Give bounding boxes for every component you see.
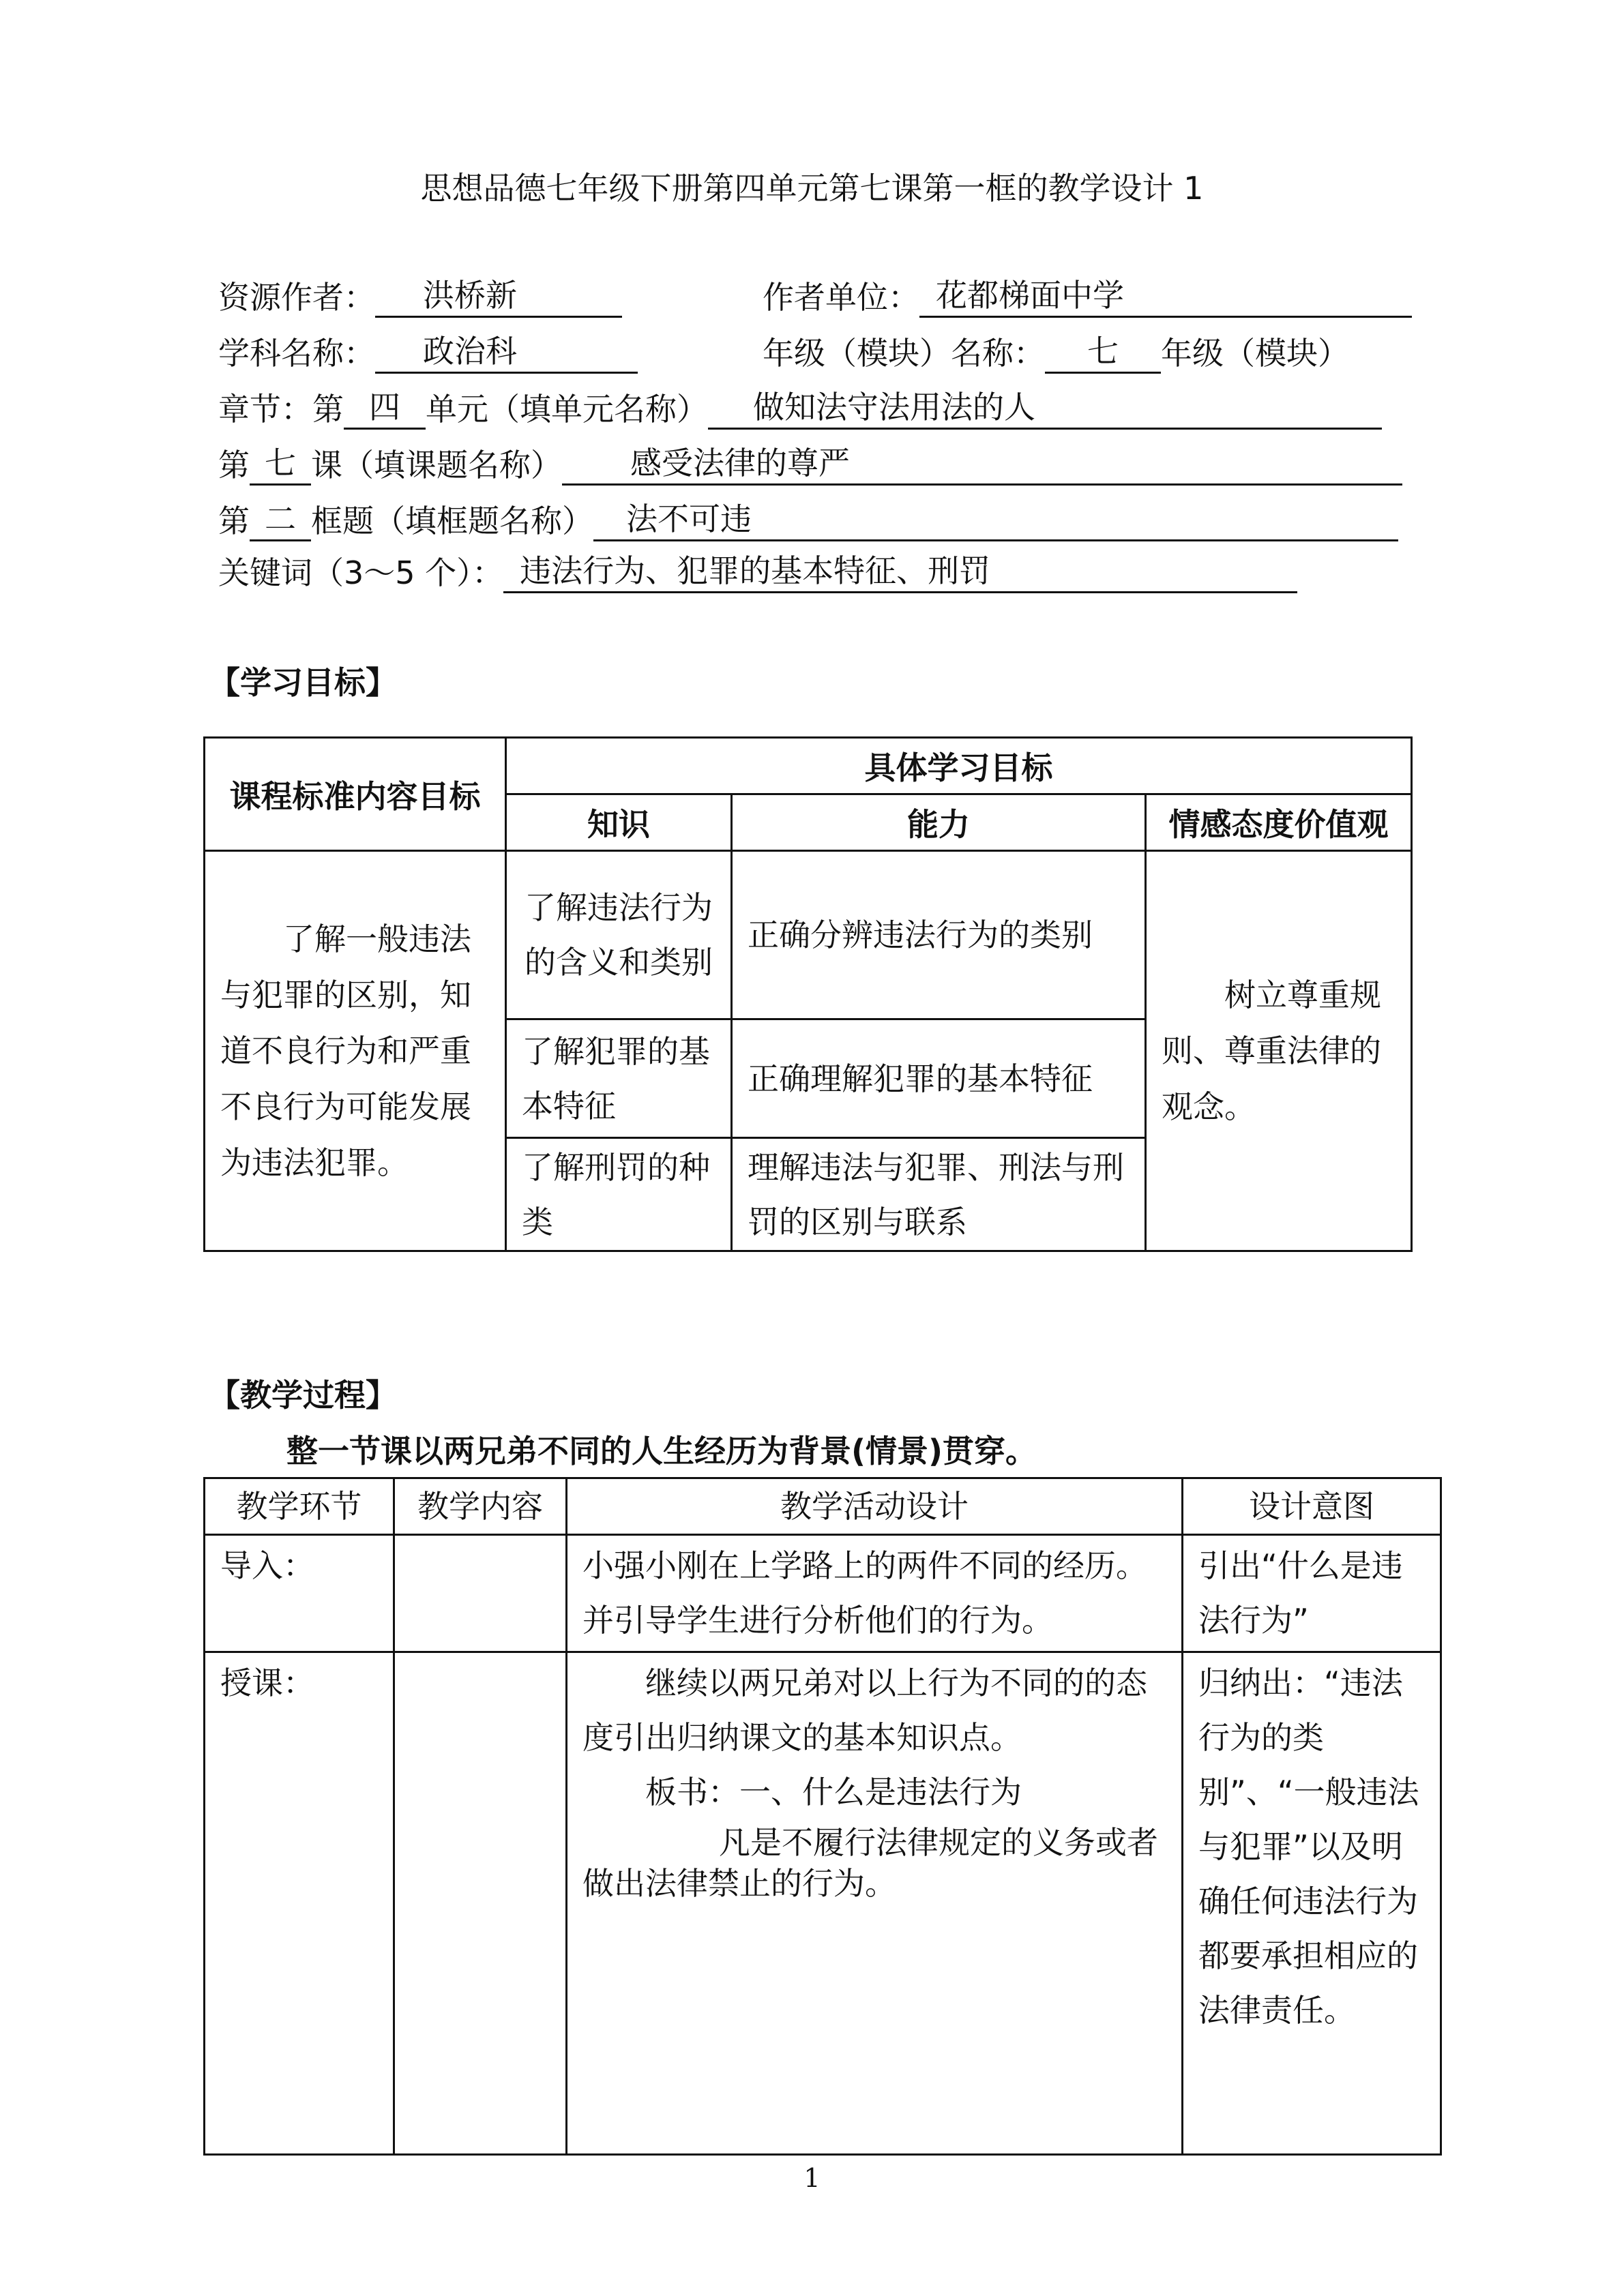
- activity-board-title: 板书：一、什么是违法行为: [645, 1774, 1022, 1810]
- knowledge-1: 了解违法行为的含义和类别: [506, 851, 732, 1019]
- document-title: 思想品德七年级下册第四单元第七课第一框的教学设计 1: [420, 170, 1204, 207]
- lesson-label: 课（填课题名称）: [311, 447, 562, 483]
- process-intro: 整一节课以两兄弟不同的人生经历为背景(情景)贯穿。: [286, 1433, 1037, 1470]
- frame-label: 框题（填框题名称）: [311, 503, 593, 539]
- keywords-label: 关键词（3～5 个）：: [218, 554, 504, 591]
- stage-intro: 导入：: [205, 1535, 394, 1652]
- unit-label: 作者单位：: [763, 279, 919, 316]
- subject-line: [218, 329, 638, 374]
- author-label: 资源作者：: [218, 279, 375, 316]
- stage-lecture: 授课：: [205, 1652, 394, 2155]
- header-stage: 教学环节: [205, 1478, 394, 1535]
- header-intent: 设计意图: [1183, 1478, 1441, 1535]
- author-line: [218, 273, 622, 318]
- frame-number: 二: [250, 499, 311, 541]
- knowledge-3: 了解刑罚的种类: [506, 1138, 732, 1251]
- lesson-name: 感受法律的尊严: [562, 443, 1402, 486]
- header-standard: 课程标准内容目标: [205, 738, 506, 851]
- frame-line: [218, 496, 1398, 541]
- chapter-label: 单元（填单元名称）: [426, 391, 708, 428]
- author-value: 洪桥新: [375, 275, 622, 318]
- chapter-name: 做知法守法用法的人: [708, 387, 1382, 430]
- lesson-prefix: 第: [218, 447, 250, 483]
- unit-value: 花都梯面中学: [919, 275, 1412, 318]
- header-knowledge: 知识: [506, 794, 732, 851]
- activity-lecture: [567, 1652, 1183, 2155]
- intent-lecture: 归纳出：“违法行为的类别”、“一般违法与犯罪”以及明确任何违法行为都要承担相应的法律责任。: [1183, 1652, 1441, 2155]
- ability-1: 正确分辨违法行为的类别: [732, 851, 1146, 1019]
- keywords-value: 违法行为、犯罪的基本特征、刑罚: [503, 551, 1297, 593]
- subject-label: 学科名称：: [218, 335, 375, 372]
- header-ability: 能力: [732, 794, 1146, 851]
- grade-suffix: 年级（模块）: [1161, 335, 1349, 372]
- activity-intro: 小强小刚在上学路上的两件不同的经历。并引导学生进行分析他们的行为。: [567, 1535, 1183, 1652]
- header-activity: 教学活动设计: [567, 1478, 1183, 1535]
- activity-definition: 凡是不履行法律规定的义务或者做出法律禁止的行为。: [582, 1824, 1158, 1902]
- content-intro: [394, 1535, 567, 1652]
- chapter-number: 四: [344, 387, 426, 430]
- ability-2: 正确理解犯罪的基本特征: [732, 1019, 1146, 1138]
- process-heading: 【教学过程】: [209, 1377, 397, 1414]
- emotion-text: 树立尊重规则、尊重法律的观念。: [1146, 851, 1412, 1251]
- process-table: [203, 1477, 1442, 2156]
- grade-value: 七: [1045, 331, 1161, 374]
- frame-name: 法不可违: [593, 499, 1398, 541]
- keywords-line: [218, 548, 1297, 593]
- header-content: 教学内容: [394, 1478, 567, 1535]
- lesson-number: 七: [250, 443, 311, 486]
- content-lecture: [394, 1652, 567, 2155]
- header-specific: 具体学习目标: [506, 738, 1412, 794]
- grade-line: [763, 329, 1349, 374]
- ability-3: 理解违法与犯罪、刑法与刑罚的区别与联系: [732, 1138, 1146, 1251]
- knowledge-2: 了解犯罪的基本特征: [506, 1019, 732, 1138]
- grade-label: 年级（模块）名称：: [763, 335, 1045, 372]
- header-emotion: 情感态度价值观: [1146, 794, 1412, 851]
- standard-text: 了解一般违法与犯罪的区别，知道不良行为和严重不良行为可能发展为违法犯罪。: [205, 851, 506, 1251]
- chapter-line: [218, 385, 1382, 430]
- unit-line: [763, 273, 1412, 318]
- subject-value: 政治科: [375, 331, 638, 374]
- lesson-line: [218, 441, 1402, 486]
- intent-intro: 引出“什么是违法行为”: [1183, 1535, 1441, 1652]
- page-number: 1: [803, 2163, 821, 2193]
- objectives-table: [203, 736, 1413, 1252]
- chapter-prefix: 章节：第: [218, 391, 344, 428]
- activity-paragraph-1: 继续以两兄弟对以上行为不同的的态度引出归纳课文的基本知识点。: [582, 1665, 1147, 1756]
- objectives-heading: 【学习目标】: [209, 664, 397, 701]
- frame-prefix: 第: [218, 503, 250, 539]
